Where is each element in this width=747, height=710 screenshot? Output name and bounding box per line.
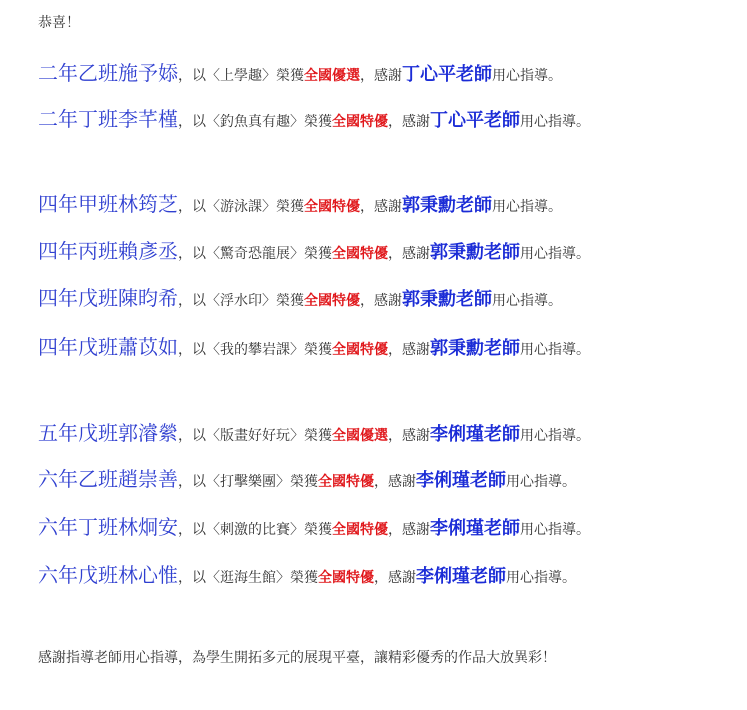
phrase-with: ，以〈 [178,114,220,130]
award-line [38,512,590,542]
student-name: 二年丁班李芊槿 [38,107,178,131]
student-name: 六年丁班林炯安 [38,515,178,539]
student-name: 四年戊班陳昀希 [38,286,178,310]
phrase-guidance: 用心指導。 [520,428,590,444]
award-level: 全國特優 [304,293,360,309]
work-title: 我的攀岩課 [220,342,290,358]
work-title: 刺激的比賽 [220,522,290,538]
phrase-won: 〉榮獲 [290,428,332,444]
award-line [38,560,576,590]
phrase-with: ，以〈 [178,293,220,309]
award-line [38,58,562,88]
award-line [38,464,576,494]
phrase-won: 〉榮獲 [262,293,304,309]
work-title: 釣魚真有趣 [220,114,290,130]
award-line [38,283,562,313]
phrase-won: 〉榮獲 [290,522,332,538]
award-level: 全國特優 [318,570,374,586]
student-name: 四年丙班賴彥丞 [38,239,178,263]
award-line [38,236,590,266]
work-title: 驚奇恐龍展 [220,246,290,262]
phrase-guidance: 用心指導。 [492,199,562,215]
phrase-with: ，以〈 [178,570,220,586]
phrase-thanks: ，感謝 [360,293,402,309]
phrase-won: 〉榮獲 [276,570,318,586]
phrase-thanks: ，感謝 [374,474,416,490]
award-level: 全國特優 [332,522,388,538]
phrase-with: ，以〈 [178,474,220,490]
phrase-thanks: ，感謝 [388,114,430,130]
phrase-thanks: ，感謝 [388,342,430,358]
phrase-guidance: 用心指導。 [506,474,576,490]
student-name: 四年甲班林筠芝 [38,192,178,216]
phrase-with: ，以〈 [178,246,220,262]
phrase-guidance: 用心指導。 [520,342,590,358]
teacher-name: 丁心平老師 [430,110,520,131]
student-name: 二年乙班施予婖 [38,61,178,85]
award-level: 全國特優 [332,114,388,130]
student-name: 五年戊班郭濬縈 [38,421,178,445]
phrase-thanks: ，感謝 [388,522,430,538]
phrase-won: 〉榮獲 [290,114,332,130]
teacher-name: 丁心平老師 [402,64,492,85]
award-line [38,189,562,219]
phrase-won: 〉榮獲 [262,68,304,84]
phrase-thanks: ，感謝 [388,428,430,444]
phrase-guidance: 用心指導。 [520,114,590,130]
phrase-thanks: ，感謝 [360,199,402,215]
phrase-guidance: 用心指導。 [492,68,562,84]
award-line [38,104,590,134]
teacher-name: 李俐瑾老師 [430,518,520,539]
phrase-won: 〉榮獲 [290,246,332,262]
student-name: 六年戊班林心惟 [38,563,178,587]
phrase-won: 〉榮獲 [276,474,318,490]
work-title: 游泳課 [220,199,262,215]
phrase-won: 〉榮獲 [290,342,332,358]
phrase-thanks: ，感謝 [360,68,402,84]
phrase-thanks: ，感謝 [388,246,430,262]
student-name: 四年戊班蕭苡如 [38,335,178,359]
award-line [38,418,590,448]
work-title: 上學趣 [220,68,262,84]
work-title: 版畫好好玩 [220,428,290,444]
award-level: 全國特優 [332,246,388,262]
phrase-won: 〉榮獲 [262,199,304,215]
award-line [38,332,590,362]
teacher-name: 李俐瑾老師 [430,424,520,445]
closing-text: 感謝指導老師用心指導，為學生開拓多元的展現平臺，讓精彩優秀的作品大放異彩！ [38,650,556,666]
phrase-with: ，以〈 [178,342,220,358]
phrase-guidance: 用心指導。 [506,570,576,586]
phrase-with: ，以〈 [178,522,220,538]
teacher-name: 李俐瑾老師 [416,470,506,491]
teacher-name: 郭秉勳老師 [402,289,492,310]
phrase-guidance: 用心指導。 [492,293,562,309]
award-level: 全國特優 [332,342,388,358]
award-level: 全國優選 [304,68,360,84]
student-name: 六年乙班趙崇善 [38,467,178,491]
award-level: 全國特優 [318,474,374,490]
teacher-name: 郭秉勳老師 [430,338,520,359]
teacher-name: 李俐瑾老師 [416,566,506,587]
phrase-thanks: ，感謝 [374,570,416,586]
phrase-with: ，以〈 [178,68,220,84]
work-title: 浮水印 [220,293,262,309]
teacher-name: 郭秉勳老師 [430,242,520,263]
phrase-guidance: 用心指導。 [520,522,590,538]
award-level: 全國優選 [332,428,388,444]
work-title: 打擊樂團 [220,474,276,490]
phrase-with: ，以〈 [178,428,220,444]
greeting-text: 恭喜！ [38,15,80,31]
work-title: 逛海生館 [220,570,276,586]
phrase-with: ，以〈 [178,199,220,215]
award-level: 全國特優 [304,199,360,215]
phrase-guidance: 用心指導。 [520,246,590,262]
teacher-name: 郭秉勳老師 [402,195,492,216]
